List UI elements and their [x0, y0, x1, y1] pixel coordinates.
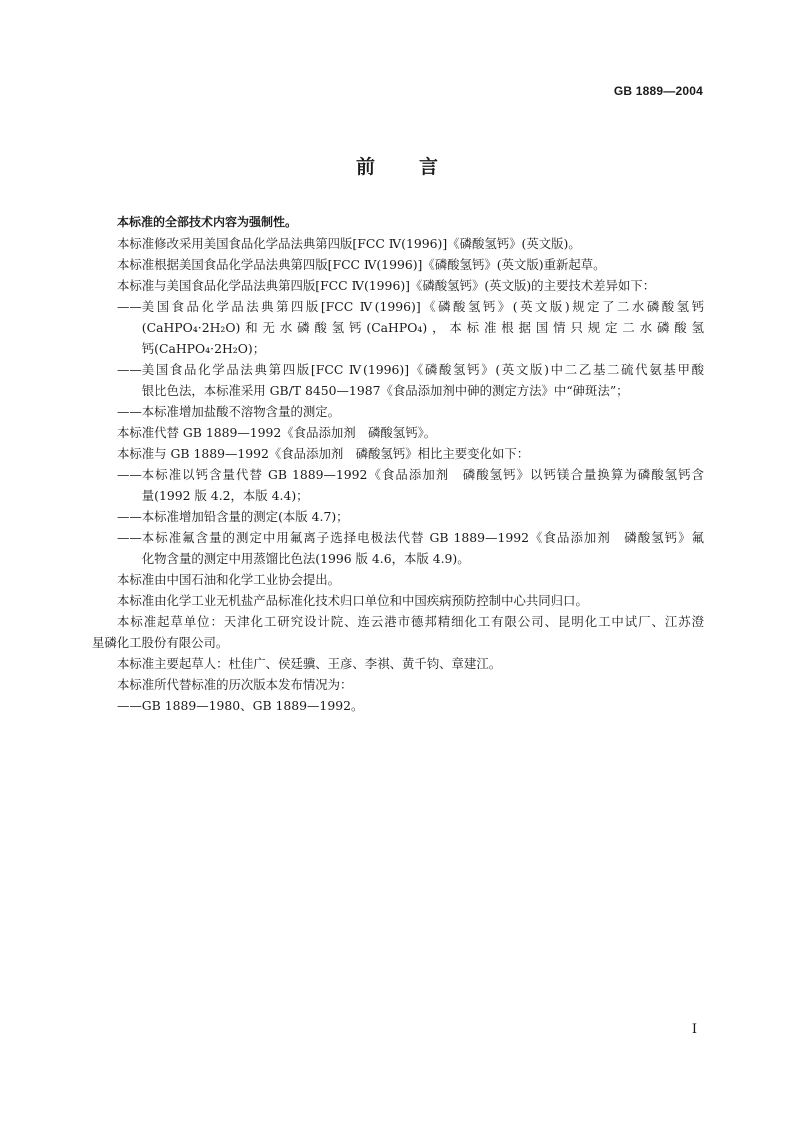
page-number: Ⅰ: [691, 1022, 697, 1037]
list-item-line: 本标准以钙含量代替 GB 1889—1992《食品添加剂 磷酸氢钙》以钙镁合量换算为磷酸氢钙含: [141, 467, 704, 482]
foreword-body: [92, 212, 704, 716]
list-item: ——本标准增加铅含量的测定(本版 4.7)；: [117, 509, 349, 524]
list-item-line: 美国食品化学品法典第四版[FCC Ⅳ(1996)]《磷酸氢钙》(英文版)规定了二水磷酸氢钙: [141, 299, 704, 314]
list-item: [92, 527, 704, 569]
list-item-line: 美国食品化学品法典第四版[FCC Ⅳ(1996)]《磷酸氢钙》(英文版)中二乙基二硫代氨基甲酸: [141, 362, 704, 377]
list-item-text: [142, 464, 704, 506]
paragraph-centralized-unit: 本标准由化学工业无机盐产品标准化技术归口单位和中国疾病预防控制中心共同归口。: [117, 593, 588, 608]
list-item: ——本标准增加盐酸不溶物含量的测定。: [117, 404, 341, 419]
list-item-text: [142, 359, 704, 401]
paragraph-drafting-units-cont: 星磷化工股份有限公司。: [92, 635, 229, 650]
paragraph-drafting-units: 本标准起草单位：天津化工研究设计院、连云港市德邦精细化工有限公司、昆明化工中试厂、江苏澄: [117, 614, 704, 629]
paragraph-replaces: 本标准代替 GB 1889—1992《食品添加剂 磷酸氢钙》。: [117, 425, 437, 440]
list-item: [92, 464, 704, 506]
list-item-line: 钙(CaHPO₄·2H₂O)；: [141, 341, 266, 356]
list-item-line: 本标准氟含量的测定中用氟离子选择电极法代替 GB 1889—1992《食品添加剂 磷酸氢钙》氟: [141, 530, 704, 545]
paragraph-mandatory: 本标准的全部技术内容为强制性。: [117, 215, 298, 229]
dash-marker: ——: [117, 530, 142, 545]
list-item-line: 化物含量的测定中用蒸馏比色法(1996 版 4.6，本版 4.9)。: [141, 551, 470, 566]
list-item: [92, 296, 704, 359]
list-item-line: 银比色法，本标准采用 GB/T 8450—1987《食品添加剂中砷的测定方法》中“砷斑法”；: [141, 383, 629, 398]
dash-marker: ——: [117, 467, 142, 482]
dash-marker: ——: [117, 362, 142, 377]
list-item-text: [142, 296, 704, 359]
page-title: 前言: [355, 156, 482, 178]
list-item-line: (CaHPO₄·2H₂O)和无水磷酸氢钙(CaHPO₄)，本标准根据国情只规定二水磷酸氢: [141, 320, 704, 335]
standard-number: GB 1889—2004: [613, 84, 703, 98]
list-item-text: [142, 527, 704, 569]
paragraph-differences-intro: 本标准与美国食品化学品法典第四版[FCC Ⅳ(1996)]《磷酸氢钙》(英文版)的主要技术差异如下：: [117, 278, 656, 293]
list-item-line: 量(1992 版 4.2，本版 4.4)；: [141, 488, 309, 503]
dash-marker: ——: [117, 299, 142, 314]
list-item: [92, 359, 704, 401]
list-item: ——GB 1889—1980、GB 1889—1992。: [117, 698, 364, 713]
paragraph-proposer: 本标准由中国石油和化学工业协会提出。: [117, 572, 341, 587]
paragraph-changes-intro: 本标准与 GB 1889—1992《食品添加剂 磷酸氢钙》相比主要变化如下：: [117, 446, 530, 461]
paragraph-adoption: 本标准修改采用美国食品化学品法典第四版[FCC Ⅳ(1996)]《磷酸氢钙》(英文版)。: [117, 236, 581, 251]
paragraph-history-intro: 本标准所代替标准的历次版本发布情况为：: [117, 677, 353, 692]
paragraph-drafters: 本标准主要起草人：杜佳广、侯廷骥、王彦、李祺、黄千钧、章建江。: [117, 656, 502, 671]
paragraph-drafting-basis: 本标准根据美国食品化学品法典第四版[FCC Ⅳ(1996)]《磷酸氢钙》(英文版)重新起草。: [117, 257, 606, 272]
